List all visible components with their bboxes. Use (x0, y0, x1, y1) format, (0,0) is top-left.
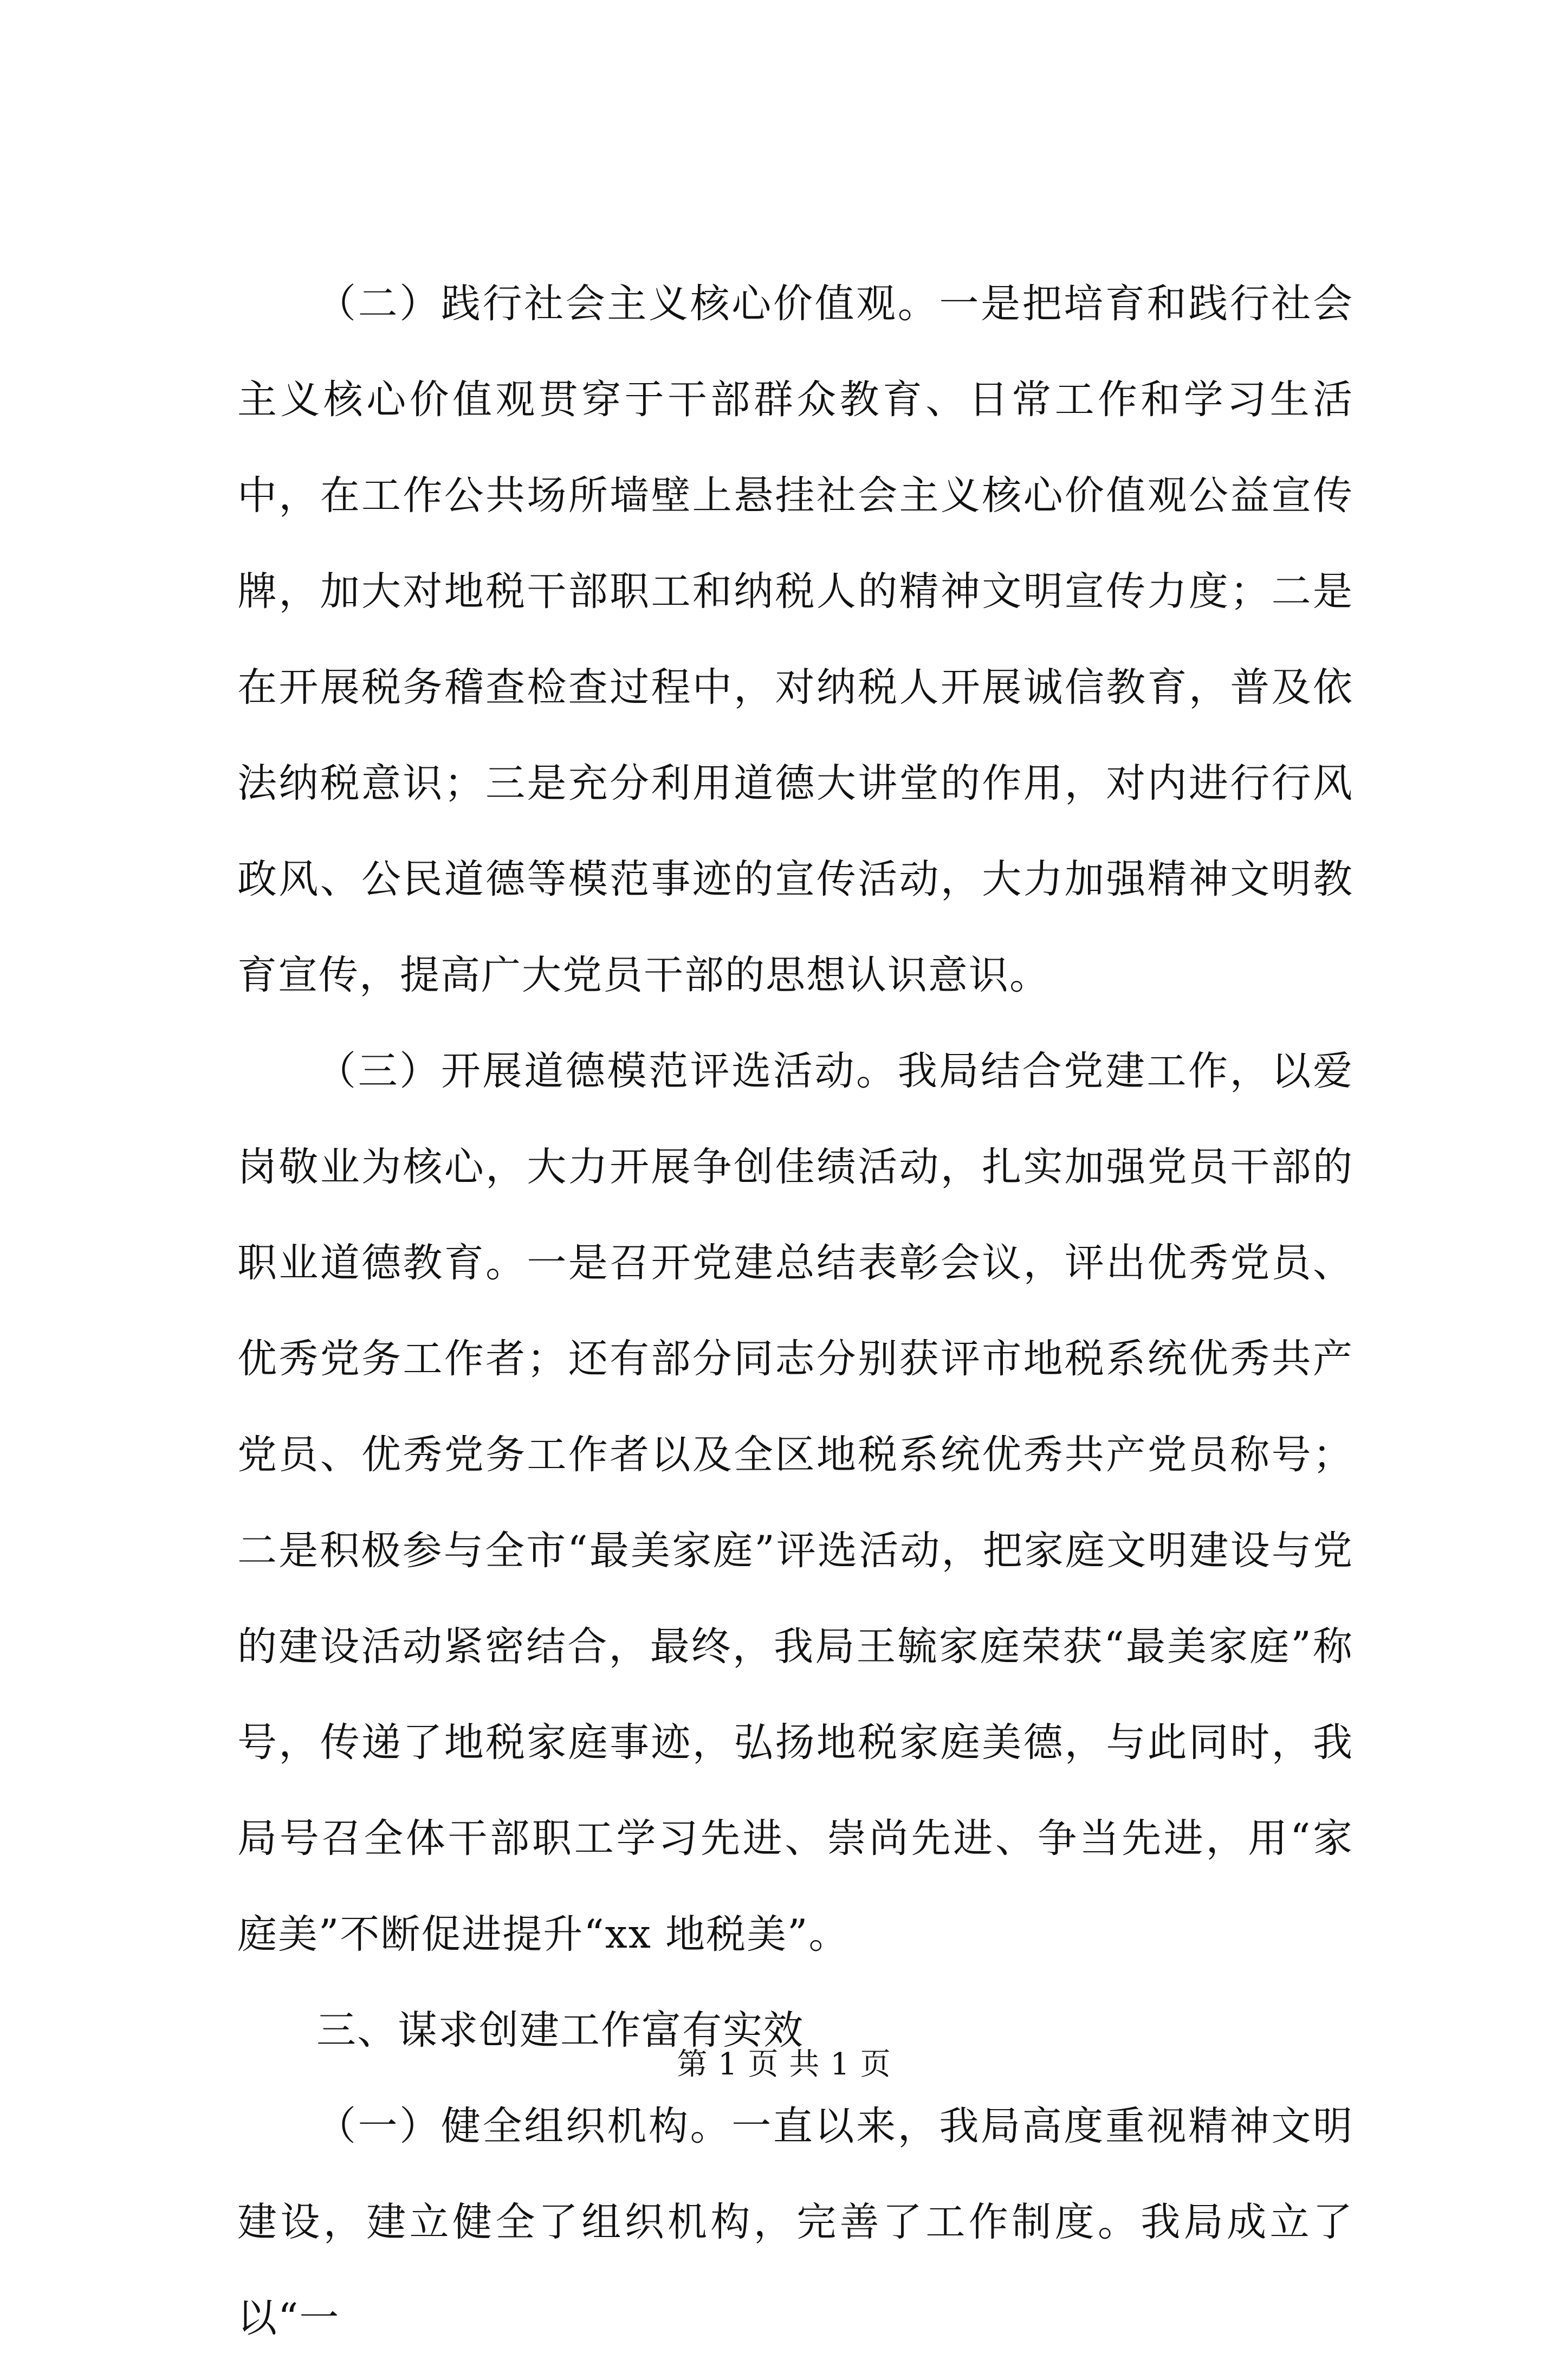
paragraph-moral-model-selection: （三）开展道德模范评选活动。我局结合党建工作，以爱岗敬业为核心，大力开展争创佳绩活动，扎实加强党员干部的职业道德教育。一是召开党建总结表彰会议，评出优秀党员、优秀党务工作者；还有部分同志分别获评市地税系统优秀共产党员、优秀党务工作者以及全区地税系统优秀共产党员称号；二是积极参与全市“最美家庭”评选活动，把家庭文明建设与党的建设活动紧密结合，最终，我局王毓家庭荣获“最美家庭”称号，传递了地税家庭事迹，弘扬地税家庭美德，与此同时，我局号召全体干部职工学习先进、崇尚先进、争当先进，用“家庭美”不断促进提升“xx 地税美”。 (237, 1048, 1353, 1957)
paragraph-organization: （一）健全组织机构。一直以来，我局高度重视精神文明建设，建立健全了组织机构，完善了工作制度。我局成立了以“一 (237, 2103, 1353, 2341)
page-footer: 第 1 页 共 1 页 (677, 2047, 891, 2082)
section-heading-three: 三、谋求创建工作富有实效 (316, 2007, 804, 2053)
paragraph-practice-core-values: （二）践行社会主义核心价值观。一是把培育和践行社会主义核心价值观贯穿于干部群众教育、日常工作和学习生活中，在工作公共场所墙壁上悬挂社会主义核心价值观公益宣传牌，加大对地税干部职工和纳税人的精神文明宣传力度；二是在开展税务稽查检查过程中，对纳税人开展诚信教育，普及依法纳税意识；三是充分利用道德大讲堂的作用，对内进行行风政风、公民道德等模范事迹的宣传活动，大力加强精神文明教育宣传，提高广大党员干部的思想认识意识。 (237, 281, 1353, 998)
